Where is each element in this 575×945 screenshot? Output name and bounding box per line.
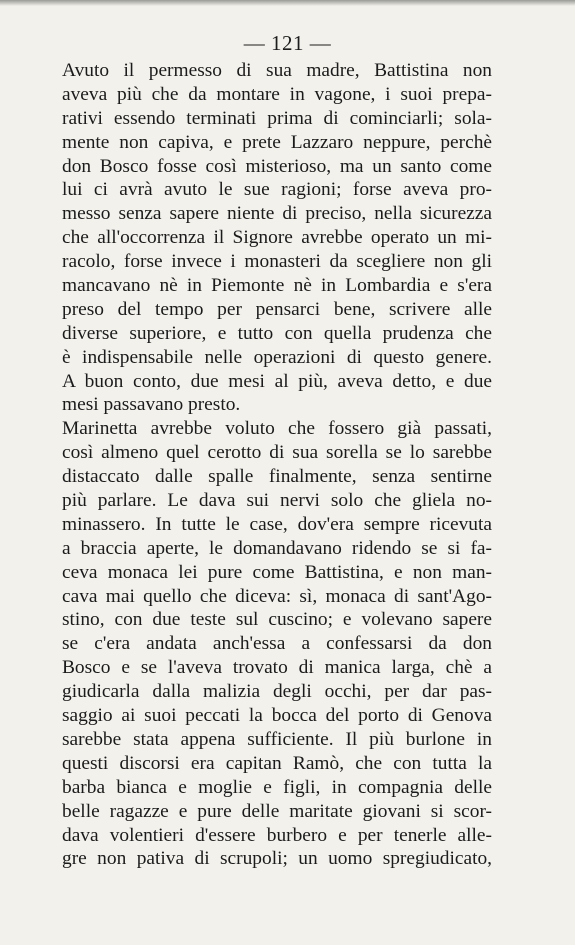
text-line: aveva più che da montare in vagone, i suoi prepa- <box>62 83 492 105</box>
text-line: più parlare. Le dava sui nervi solo che gliela no- <box>62 490 492 512</box>
page-number: — 121 — <box>243 31 332 55</box>
text-line: preso del tempo per pensarci bene, scrivere alle <box>62 298 492 320</box>
text-line: racolo, forse invece i monasteri da scegliere non gli <box>62 251 492 273</box>
text-line: belle ragazze e pure delle maritate giovani si scor- <box>62 800 492 822</box>
text-line: rativi essendo terminati prima di cominciarli; sola- <box>62 107 492 129</box>
text-line: è indispensabile nelle operazioni di questo genere. <box>62 346 492 368</box>
text-line: questi discorsi era capitan Ramò, che con tutta la <box>62 752 492 774</box>
text-line: giudicarla dalla malizia degli occhi, per dar pas- <box>62 681 492 703</box>
text-line: minassero. In tutte le case, dov'era sempre ricevuta <box>62 513 492 535</box>
page-top-shadow <box>0 0 575 6</box>
text-line: don Bosco fosse così misterioso, ma un santo come <box>62 155 492 177</box>
text-line: A buon conto, due mesi al più, aveva detto, e due <box>62 370 492 392</box>
text-line: a braccia aperte, le domandavano ridendo se si fa- <box>62 537 492 559</box>
text-line: che all'occorrenza il Signore avrebbe operato un mi- <box>62 227 492 249</box>
text-line: saggio ai suoi peccati la bocca del porto di Genova <box>62 705 492 727</box>
text-line: lui ci avrà avuto le sue ragioni; forse aveva pro- <box>62 179 492 201</box>
text-line: cava mai quello che diceva: sì, monaca di sant'Ago- <box>62 585 492 607</box>
text-line: stino, con due teste sul cuscino; e volevano sapere <box>62 609 492 631</box>
text-line: dava volentieri d'essere burbero e per tenerle alle- <box>62 824 492 846</box>
text-line: Avuto il permesso di sua madre, Battistina non <box>62 60 492 81</box>
text-line: così almeno quel cerotto di sua sorella se lo sarebbe <box>62 442 492 464</box>
text-line: mente non capiva, e prete Lazzaro neppure, perchè <box>62 131 492 153</box>
text-line: mesi passavano presto. <box>62 394 241 416</box>
text-line: se c'era andata anch'essa a confessarsi da don <box>62 633 492 655</box>
text-line: barba bianca e moglie e figli, in compagnia delle <box>62 776 492 798</box>
text-line: distaccato dalle spalle finalmente, senza sentirne <box>62 466 492 488</box>
text-line: mancavano nè in Piemonte nè in Lombardia e s'era <box>62 275 492 297</box>
text-line: sarebbe stata appena sufficiente. Il più burlone in <box>62 728 492 750</box>
text-line: gre non pativa di scrupoli; un uomo spregiudicato, <box>62 848 492 870</box>
text-line: Marinetta avrebbe voluto che fossero già passati, <box>62 418 492 440</box>
page-body-text <box>62 59 492 871</box>
text-line: ceva monaca lei pure come Battistina, e non man- <box>62 561 492 583</box>
text-line: messo senza sapere niente di preciso, nella sicurezza <box>62 203 492 225</box>
text-line: diverse superiore, e tutto con quella prudenza che <box>62 322 492 344</box>
text-line: Bosco e se l'aveva trovato di manica larga, chè a <box>62 657 492 679</box>
